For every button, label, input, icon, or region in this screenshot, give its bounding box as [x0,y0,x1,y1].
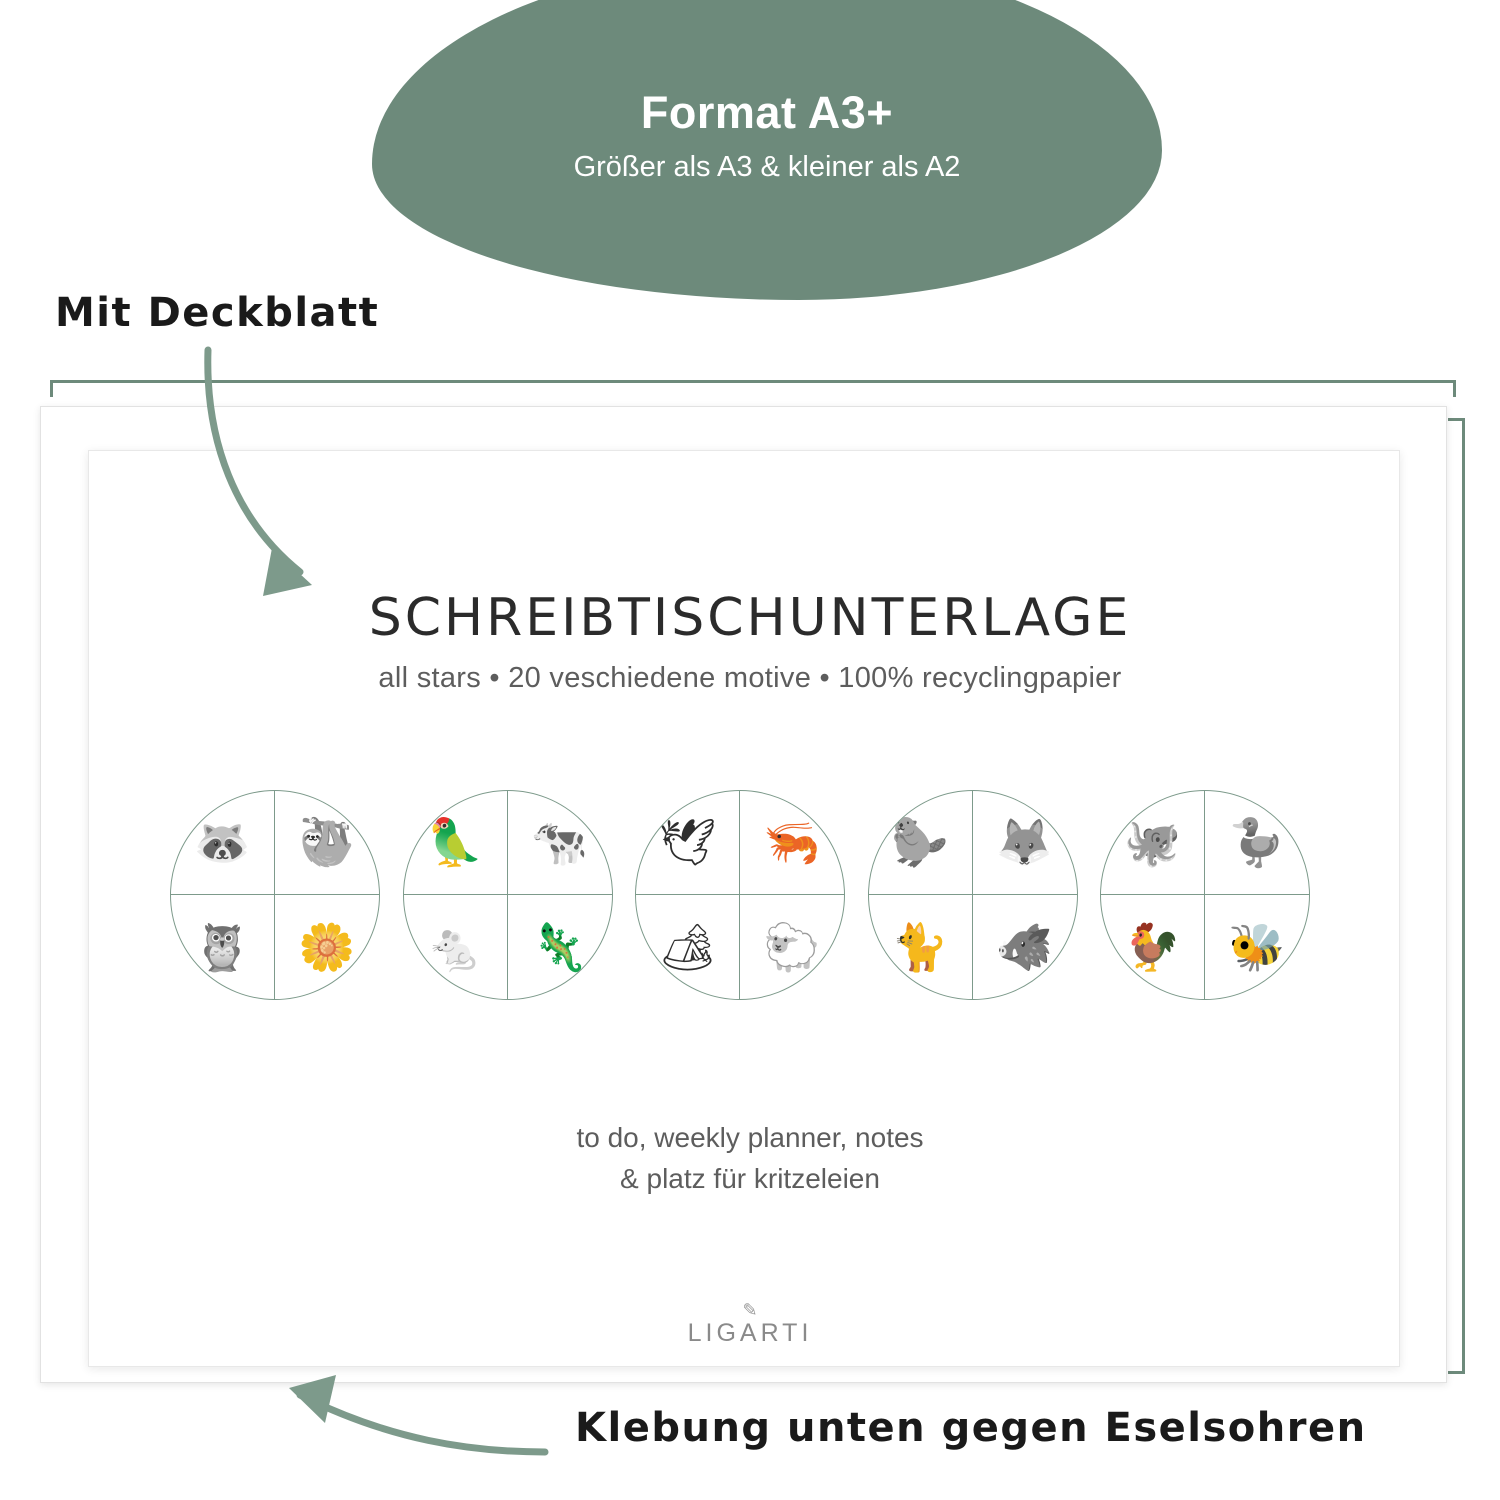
motif-quadrant-bees [1205,895,1309,999]
pad-subtitle: all stars • 20 veschiedene motive • 100% recyclingpapier [378,662,1122,694]
sloth-icon: 🦥 [298,816,356,868]
annotation-mit-deckblatt: Mit Deckblatt [55,290,380,336]
format-badge-title: Format A3+ [640,87,894,138]
platypus-icon: 🦆 [1228,816,1286,868]
motif-quadrant-mountains [636,895,740,999]
mouse-icon: 🐁 [426,920,484,973]
brand-logo [0,1300,1500,1348]
motif-quadrant-bird [636,791,740,895]
motif-quadrant-cow [508,791,612,895]
pad-title: SCHREIBTISCHUNTERLAGE [368,588,1132,648]
brand-name: LIGARTI [687,1319,813,1347]
meerkat-icon: 🦫 [891,816,949,868]
motif-quadrant-raccoon [171,791,275,895]
motif-quadrant-rooster [1101,895,1205,999]
pad-footnote [0,1118,1500,1199]
format-badge-subtitle: Größer als A3 & kleiner als A2 [573,150,961,183]
width-bracket [50,380,1456,397]
motif-quadrant-sheep [740,895,844,999]
bee-icon: 🐝 [1228,920,1286,973]
mountains-icon: 🏕 [658,920,717,973]
bird-icon: 🕊 [658,816,717,868]
cat-icon: 🐈 [891,920,949,973]
flower-icon: 🌼 [298,920,356,973]
pad-footnote-line1: to do, weekly planner, notes [576,1122,924,1153]
motif-quadrant-mouse [404,895,508,999]
raccoon-icon: 🦝 [193,816,252,868]
sheep-icon: 🐑 [763,920,821,973]
motif-circle-1 [170,790,380,1000]
motif-quadrant-fox [973,791,1077,895]
octopus-icon: 🐙 [1123,816,1182,868]
motif-circle-2 [403,790,613,1000]
annotation-klebung: Klebung unten gegen Eselsohren [575,1405,1367,1451]
motif-quadrant-platypus [1205,791,1309,895]
motif-quadrant-boar [973,895,1077,999]
motif-quadrant-sloth [275,791,379,895]
pad-footnote-line2: & platz für kritzeleien [620,1162,880,1194]
feather-icon: ✎ [742,1300,758,1320]
parrot-icon: 🦜 [426,816,484,868]
rooster-icon: 🐓 [1123,920,1182,973]
motif-circle-3 [635,790,845,1000]
motif-quadrant-flowers [275,895,379,999]
motif-circle-4 [868,790,1078,1000]
format-badge-text [372,88,1162,184]
motif-quadrant-octopus [1101,791,1205,895]
motif-quadrant-chameleon [508,895,612,999]
motif-circle-row [170,782,1310,1007]
fox-icon: 🦊 [995,816,1054,868]
motif-quadrant-parrots [404,791,508,895]
motif-quadrant-owl [171,895,275,999]
motif-quadrant-cat [869,895,973,999]
arrow-klebung-path [300,1395,545,1452]
motif-circle-5 [1100,790,1310,1000]
motif-quadrant-meerkats [869,791,973,895]
boar-icon: 🐗 [995,920,1054,973]
format-badge [372,0,1162,300]
shrimp-icon: 🦐 [763,816,821,868]
height-bracket [1448,418,1465,1374]
chameleon-icon: 🦎 [530,920,589,973]
cow-icon: 🐄 [530,816,589,868]
motif-quadrant-shrimp [740,791,844,895]
owl-icon: 🦉 [193,920,252,973]
